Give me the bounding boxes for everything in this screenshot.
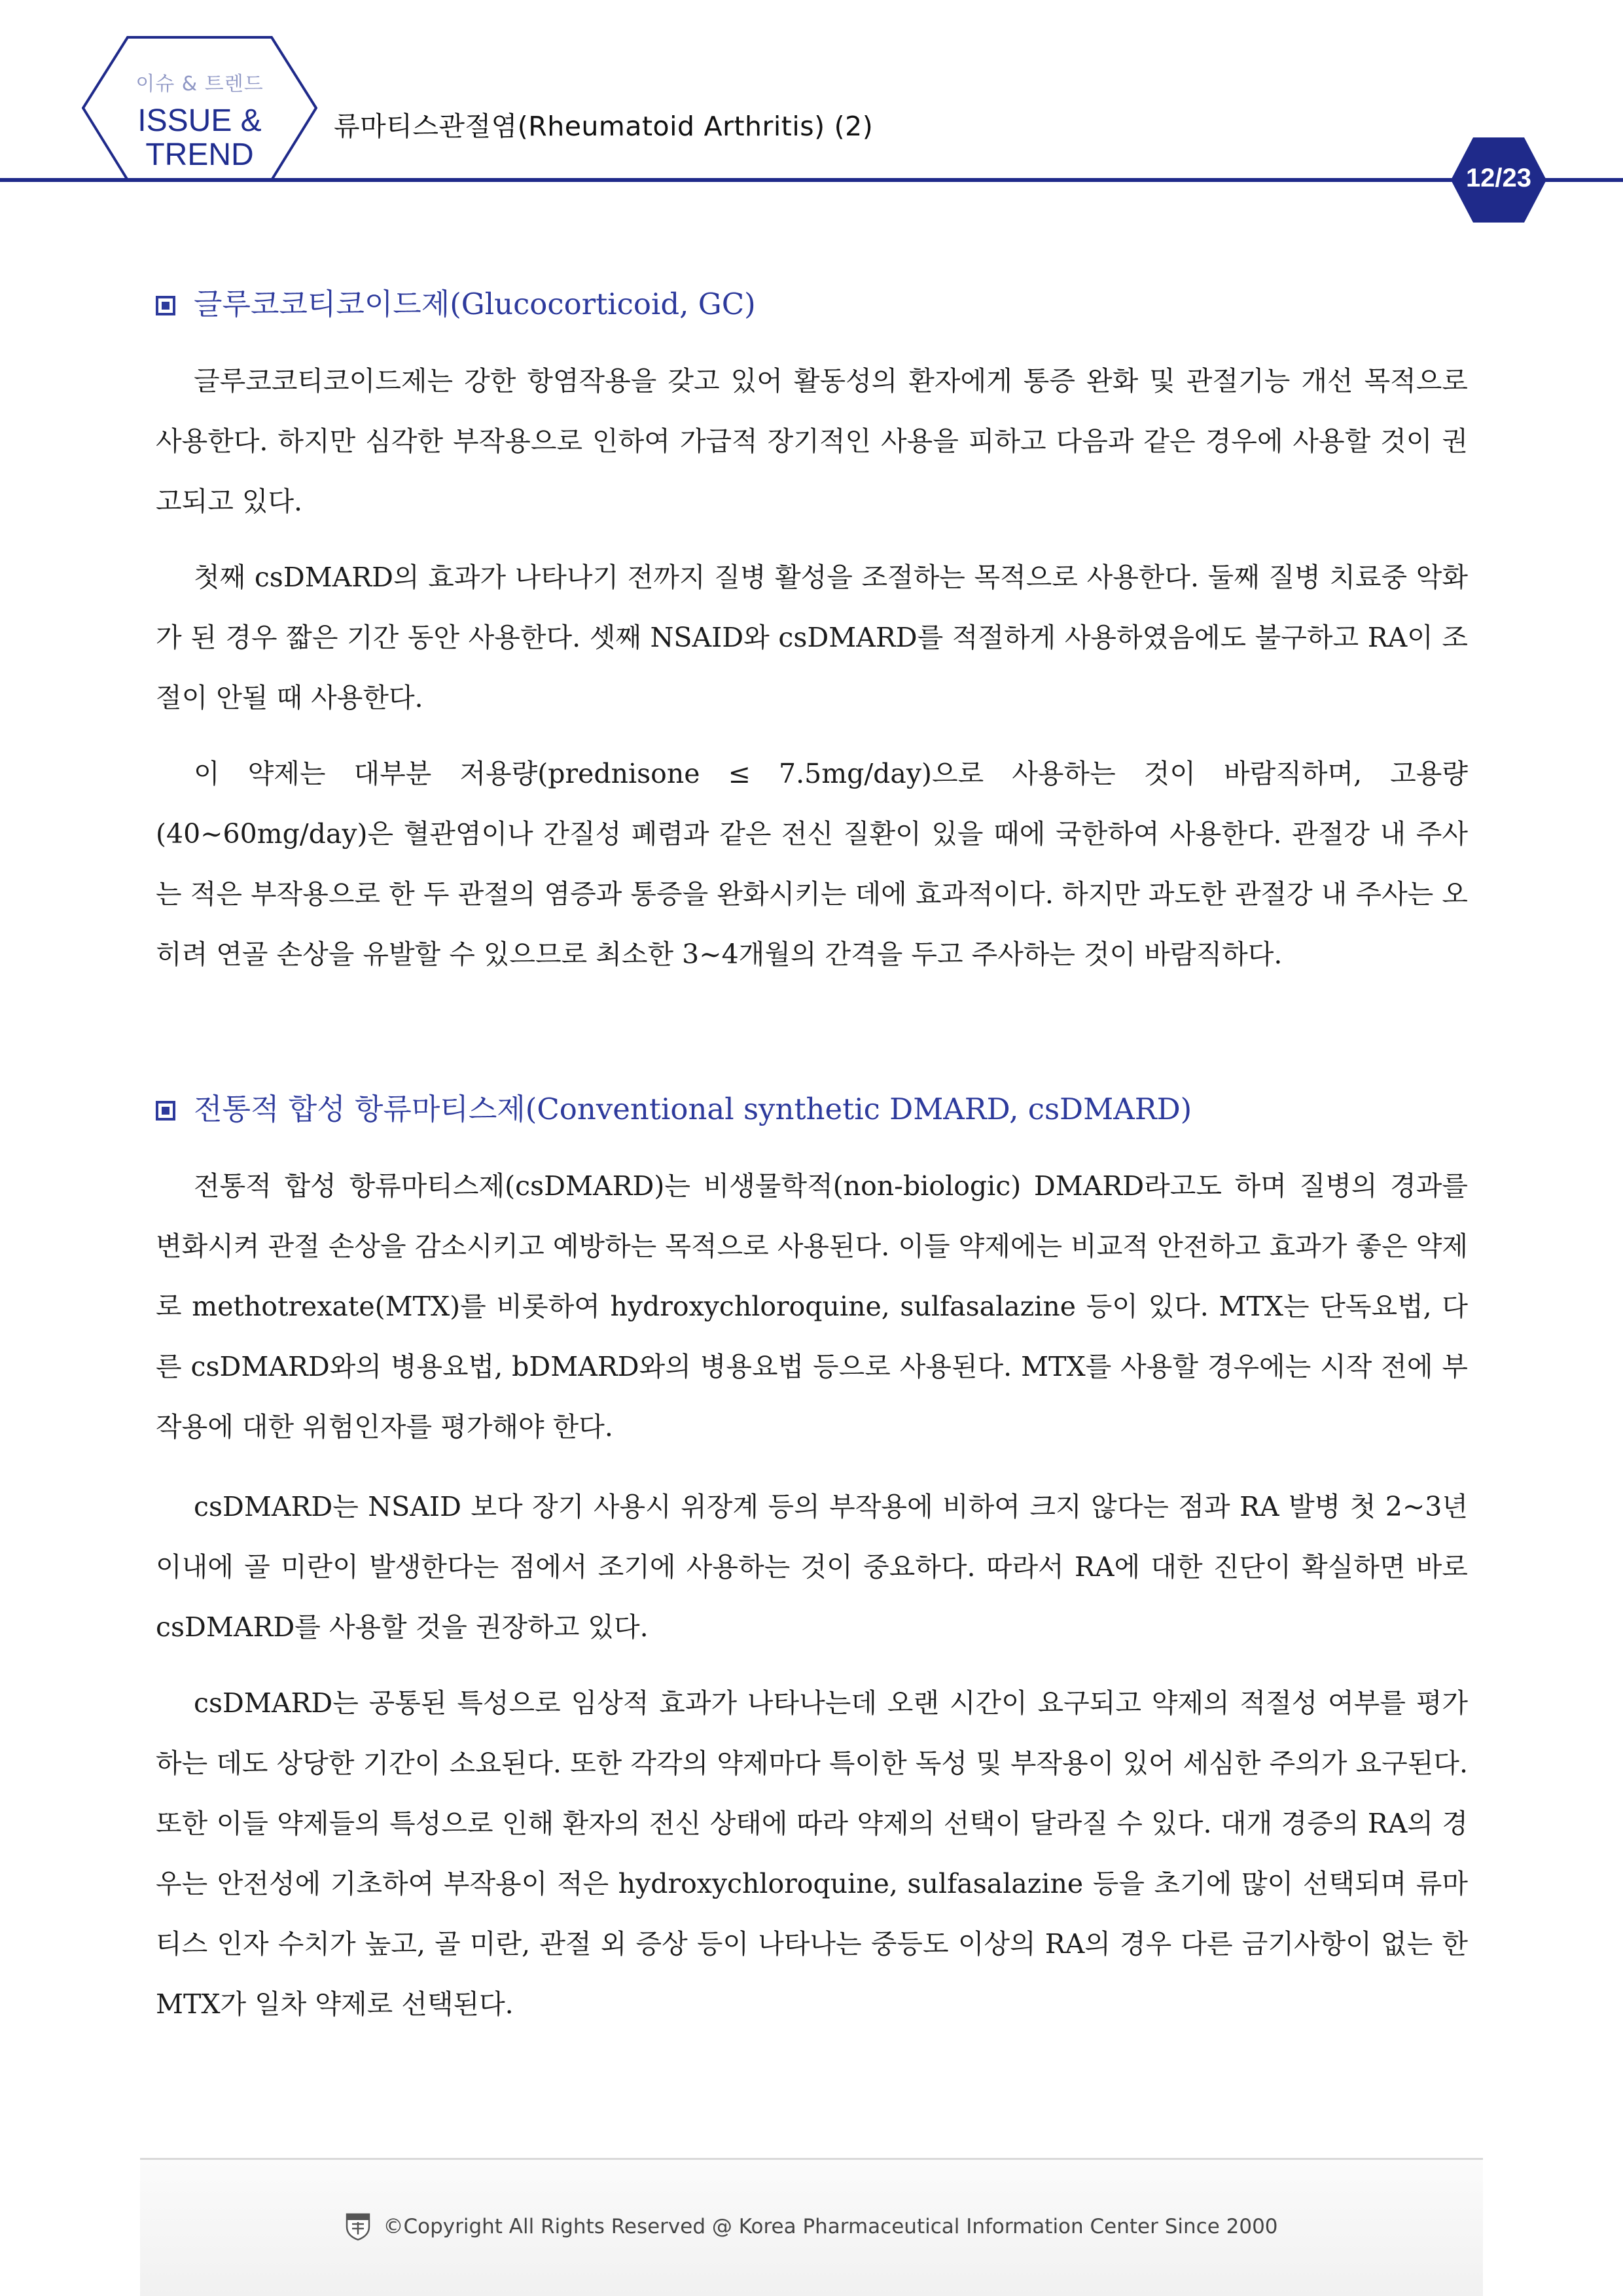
document-title-part1: 류마티스관절염(Rheumatoid xyxy=(334,111,695,142)
page-number: 12/23 xyxy=(1465,164,1532,192)
paragraph xyxy=(156,1477,1468,1657)
badge-label-trend: TREND xyxy=(145,137,254,172)
badge-label-issue: ISSUE & xyxy=(137,103,262,138)
paragraph-text: 이 약제는 대부분 저용량(prednisone ≤ 7.5mg/day)으로 사용하는 것이 바람직하며, 고용량(40∼60mg/day)은 혈관염이나 간질성 폐렴과 같은 전신 질환이 있을 때에 국한하여 사용한다. 관절강 내 주사는 적은 부작용으로 한 두 관절의 염증과 통증을 완화시키는 데에 효과적이다. 하지만 과도한 관절강 내 주사는 오히려 연골 손상을 유발할 수 있으므로 최소한 3∼4개월의 간격을 두고 주사하는 것이 바람직하다. xyxy=(156,758,1468,970)
square-bullet-icon xyxy=(156,1101,175,1121)
paragraph-text: 글루코코티코이드제는 강한 항염작용을 갖고 있어 활동성의 환자에게 통증 완화 및 관절기능 개선 목적으로 사용한다. 하지만 심각한 부작용으로 인하여 가급적 장기적인 사용을 피하고 다음과 같은 경우에 사용할 것이 권고되고 있다. xyxy=(156,365,1468,517)
section-heading-text: 글루코코티코이드제(Glucocorticoid, GC) xyxy=(194,287,756,321)
kpic-shield-logo-icon xyxy=(345,2212,371,2241)
paragraph xyxy=(156,1673,1468,2034)
section-heading-glucocorticoid xyxy=(156,280,756,323)
section-heading-text: 전통적 합성 항류마티스제(Conventional synthetic DMARD, csDMARD) xyxy=(194,1092,1192,1126)
paragraph xyxy=(156,744,1468,984)
square-bullet-icon xyxy=(156,296,175,315)
paragraph xyxy=(156,351,1468,531)
issue-trend-badge xyxy=(82,36,317,181)
paragraph xyxy=(156,1156,1468,1457)
document-title-part3: (2) xyxy=(834,111,874,142)
footer xyxy=(0,2212,1623,2241)
document-title xyxy=(334,105,873,143)
section-heading-csdmard xyxy=(156,1085,1192,1128)
badge-label-korean: 이슈 & 트렌드 xyxy=(135,73,264,96)
paragraph-text: 첫째 csDMARD의 효과가 나타나기 전까지 질병 활성을 조절하는 목적으로 사용한다. 둘째 질병 치료중 악화가 된 경우 짧은 기간 동안 사용한다. 셋째 NSAID와 csDMARD를 적절하게 사용하였음에도 불구하고 RA이 조절이 안될 때 사용한다. xyxy=(156,562,1468,713)
paragraph-text: csDMARD는 공통된 특성으로 임상적 효과가 나타나는데 오랜 시간이 요구되고 약제의 적절성 여부를 평가하는 데도 상당한 기간이 소요된다. 또한 각각의 약제마다 특이한 독성 및 부작용이 있어 세심한 주의가 요구된다. 또한 이들 약제들의 특성으로 인해 환자의 전신 상태에 따라 약제의 선택이 달라질 수 있다. 대개 경증의 RA의 경우는 안전성에 기초하여 부작용이 적은 hydroxychloroquine, sulfasalazine 등을 초기에 많이 선택되며 류마티스 인자 수치가 높고, 골 미란, 관절 외 증상 등이 나타나는 중등도 이상의 RA의 경우 다른 금기사항이 없는 한 MTX가 일차 약제로 선택된다. xyxy=(156,1687,1468,2020)
copyright-text: ©Copyright All Rights Reserved @ Korea Pharmaceutical Information Center Since 2000 xyxy=(383,2215,1278,2238)
page-indicator xyxy=(1450,136,1548,224)
paragraph-text: 전통적 합성 항류마티스제(csDMARD)는 비생물학적(non-biologic) DMARD라고도 하며 질병의 경과를 변화시켜 관절 손상을 감소시키고 예방하는 목적으로 사용된다. 이들 약제에는 비교적 안전하고 효과가 좋은 약제로 methotrexate(MTX)를 비롯하여 hydroxychloroquine, sulfasalazine 등이 있다. MTX는 단독요법, 다른 csDMARD와의 병용요법, bDMARD와의 병용요법 등으로 사용된다. MTX를 사용할 경우에는 시작 전에 부작용에 대한 위험인자를 평가해야 한다. xyxy=(156,1170,1468,1443)
document-title-part2: Arthritis) xyxy=(704,111,825,142)
paragraph-text: csDMARD는 NSAID 보다 장기 사용시 위장계 등의 부작용에 비하여 크지 않다는 점과 RA 발병 첫 2~3년 이내에 골 미란이 발생한다는 점에서 조기에 사용하는 것이 중요하다. 따라서 RA에 대한 진단이 확실하면 바로 csDMARD를 사용할 것을 권장하고 있다. xyxy=(156,1491,1468,1643)
paragraph xyxy=(156,547,1468,728)
header-divider xyxy=(0,178,1623,182)
